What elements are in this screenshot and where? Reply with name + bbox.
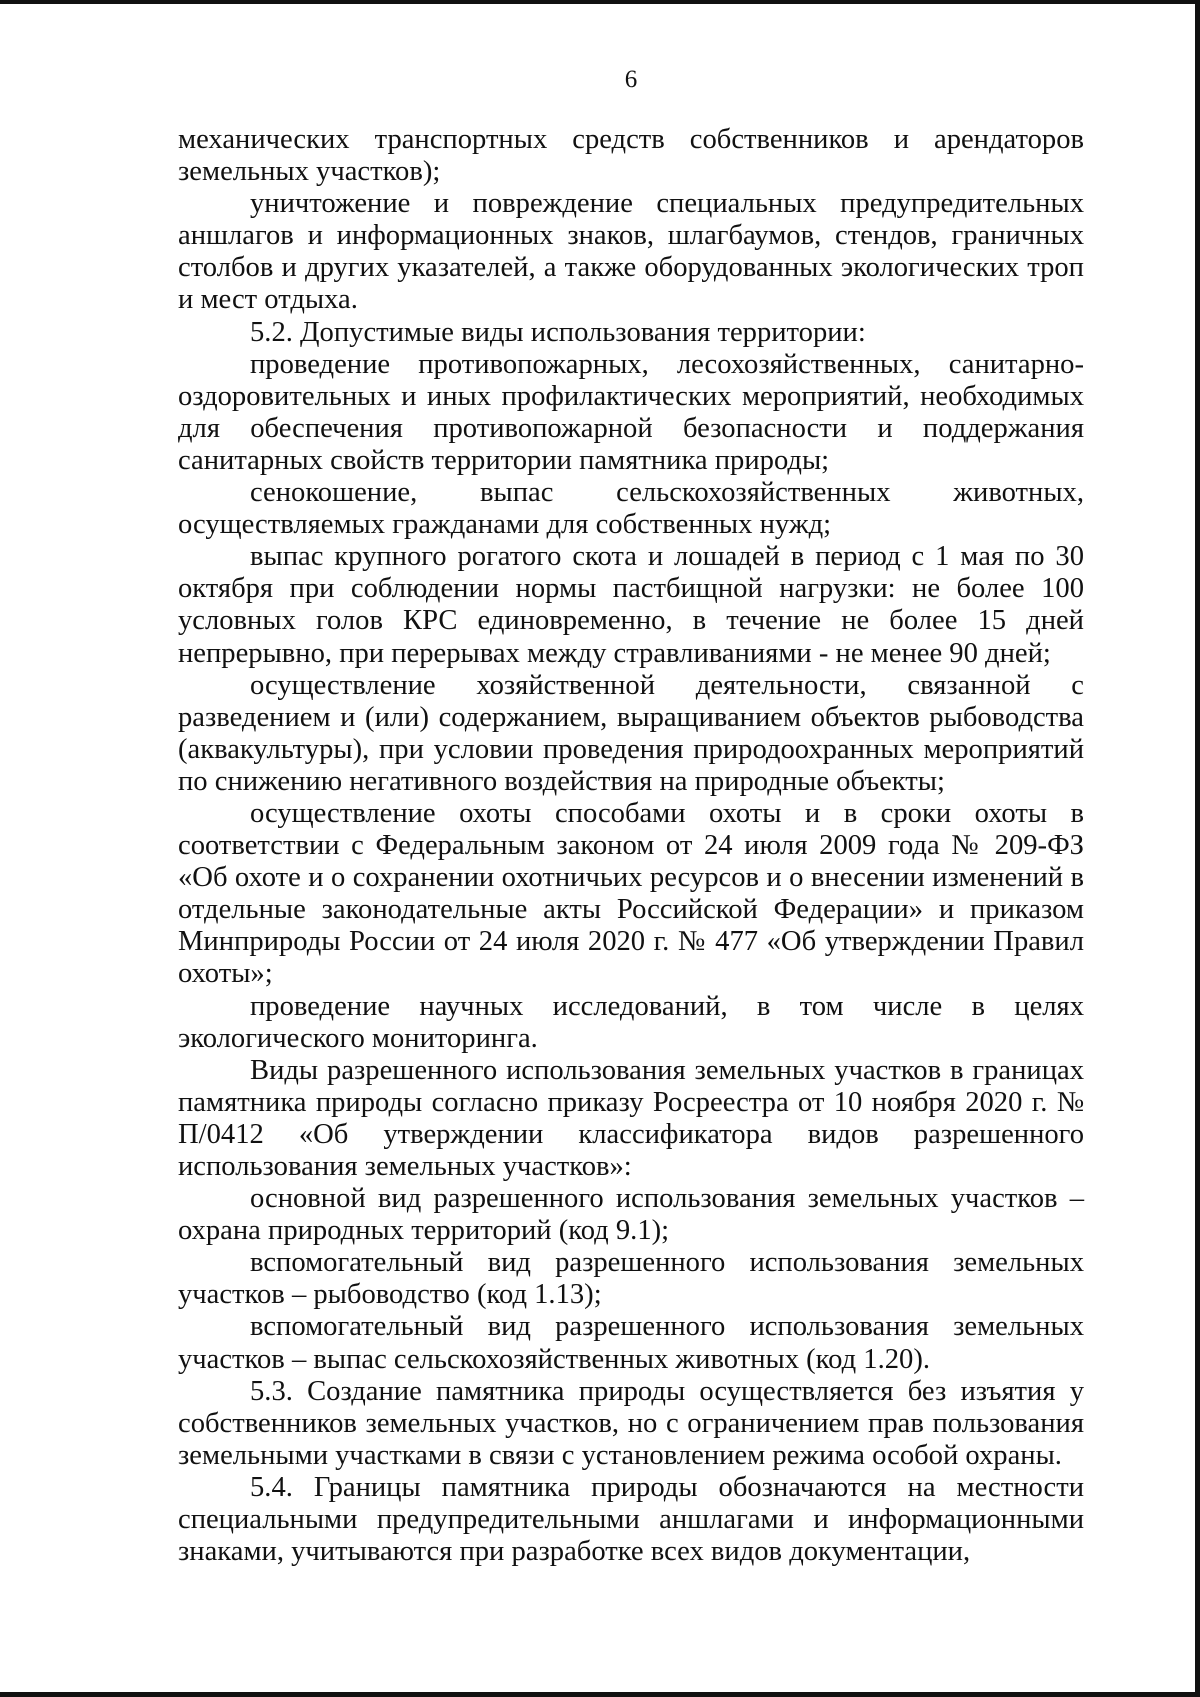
paragraph: проведение противопожарных, лесохозяйственных, санитарно-оздоровительных и иных профилактических мероприятий, необходимых для обеспечения противопожарной безопасности и поддержания санитарных свойств территории памятника природы;	[178, 348, 1084, 476]
paragraph: осуществление хозяйственной деятельности, связанной с разведением и (или) содержанием, выращиванием объектов рыбоводства (аквакультуры), при условии проведения природоохранных мероприятий по снижению негативного воздействия на природные объекты;	[178, 669, 1084, 797]
paragraph: вспомогательный вид разрешенного использования земельных участков – выпас сельскохозяйственных животных (код 1.20).	[178, 1311, 1084, 1375]
paragraph: механических транспортных средств собственников и арендаторов земельных участков);	[178, 124, 1084, 188]
paragraph: вспомогательный вид разрешенного использования земельных участков – рыбоводство (код 1.13);	[178, 1247, 1084, 1311]
section-paragraph-5-4: 5.4. Границы памятника природы обозначаются на местности специальными предупредительными аншлагами и информационными знаками, учитываются при разработке всех видов документации,	[178, 1471, 1084, 1568]
page-number: 6	[624, 66, 638, 93]
paragraph: основной вид разрешенного использования земельных участков – охрана природных территорий (код 9.1);	[178, 1183, 1084, 1247]
paragraph: осуществление охоты способами охоты и в сроки охоты в соответствии с Федеральным законом от 24 июля 2009 года № 209-ФЗ «Об охоте и о сохранении охотничьих ресурсов и о внесении изменений в отдельные законодательные акты Российской Федерации» и приказом Минприроды России от 24 июля 2020 г. № 477 «Об утверждении Правил охоты»;	[178, 797, 1084, 990]
section-paragraph-5-3: 5.3. Создание памятника природы осуществляется без изъятия у собственников земельных участков, но с ограничением прав пользования земельными участками в связи с установлением режима особой охраны.	[178, 1375, 1084, 1471]
paragraph: уничтожение и повреждение специальных предупредительных аншлагов и информационных знаков, шлагбаумов, стендов, граничных столбов и других указателей, а также оборудованных экологических троп и мест отдыха.	[178, 188, 1084, 316]
paragraph: сенокошение, выпас сельскохозяйственных животных, осуществляемых гражданами для собственных нужд;	[178, 477, 1084, 541]
document-body	[178, 124, 1084, 1568]
paragraph: Виды разрешенного использования земельных участков в границах памятника природы согласно приказу Росреестра от 10 ноября 2020 г. № П/0412 «Об утверждении классификатора видов разрешенного использования земельных участков»:	[178, 1054, 1084, 1182]
paragraph: выпас крупного рогатого скота и лошадей в период с 1 мая по 30 октября при соблюдении нормы пастбищной нагрузки: не более 100 условных голов КРС единовременно, в течение не более 15 дней непрерывно, при перерывах между стравливаниями - не менее 90 дней;	[178, 541, 1084, 669]
section-heading-5-2: 5.2. Допустимые виды использования территории:	[250, 316, 866, 348]
paragraph: проведение научных исследований, в том числе в целях экологического мониторинга.	[178, 990, 1084, 1054]
